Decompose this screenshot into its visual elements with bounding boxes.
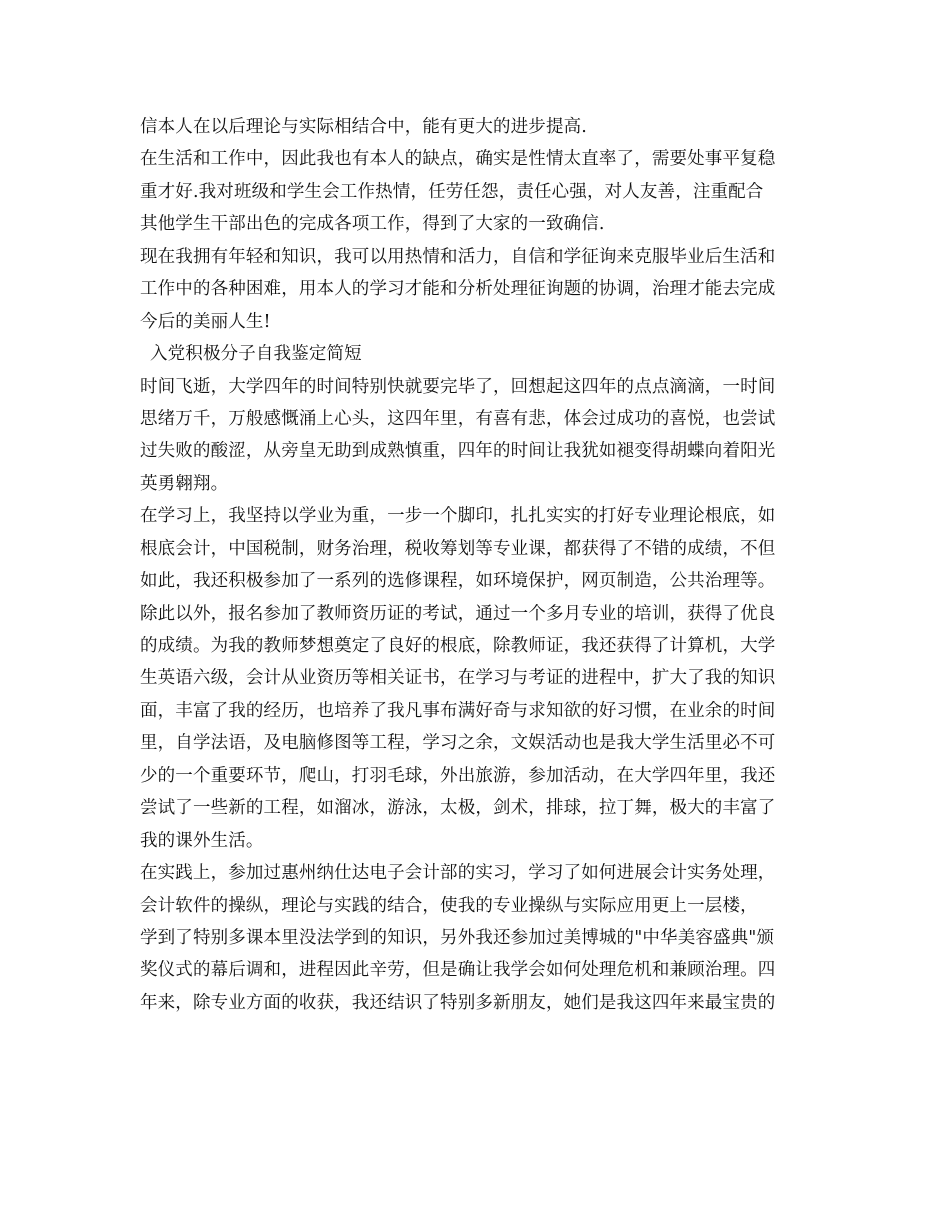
- text-line: 在学习上，我坚持以学业为重，一步一个脚印，扎扎实实的打好专业理论根底，如: [140, 506, 776, 527]
- text-line: 现在我拥有年轻和知识，我可以用热情和活力，自信和学征询来克服毕业后生活和: [140, 246, 776, 267]
- text-line: 学到了特别多课本里没法学到的知识，另外我还参加过美博城的"中华美容盛典"颁: [140, 927, 775, 948]
- section-heading: 入党积极分子自我鉴定简短: [150, 344, 362, 365]
- text-line: 思绪万千，万般感慨涌上心头，这四年里，有喜有悲，体会过成功的喜悦，也尝试: [140, 408, 776, 429]
- text-line: 时间飞逝，大学四年的时间特别快就要完毕了，回想起这四年的点点滴滴，一时间: [140, 376, 776, 397]
- text-line: 根底会计，中国税制，财务治理，税收筹划等专业课，都获得了不错的成绩，不但: [140, 538, 776, 559]
- text-line: 过失败的酸涩，从旁皇无助到成熟慎重，四年的时间让我犹如褪变得胡蝶向着阳光: [140, 441, 776, 462]
- text-line: 里，自学法语，及电脑修图等工程，学习之余，文娱活动也是我大学生活里必不可: [140, 733, 776, 754]
- text-line: 生英语六级，会计从业资历等相关证书，在学习与考证的进程中，扩大了我的知识: [140, 668, 776, 689]
- text-line: 面，丰富了我的经历，也培养了我凡事布满好奇与求知欲的好习惯，在业余的时间: [140, 700, 776, 721]
- text-line: 在生活和工作中，因此我也有本人的缺点，确实是性情太直率了，需要处事平复稳: [140, 149, 776, 170]
- text-line: 今后的美丽人生!: [140, 311, 271, 332]
- text-line: 其他学生干部出色的完成各项工作，得到了大家的一致确信.: [140, 214, 605, 235]
- text-line: 年来，除专业方面的收获，我还结识了特别多新朋友，她们是我这四年来最宝贵的: [140, 992, 776, 1013]
- text-line: 工作中的各种困难，用本人的学习才能和分析处理征询题的协调，治理才能去完成: [140, 279, 776, 300]
- text-line: 在实践上，参加过惠州纳仕达电子会计部的实习，学习了如何进展会计实务处理，: [140, 863, 776, 884]
- text-line: 除此以外，报名参加了教师资历证的考试，通过一个多月专业的培训，获得了优良: [140, 603, 776, 624]
- text-line: 的成绩。为我的教师梦想奠定了良好的根底，除教师证，我还获得了计算机，大学: [140, 636, 776, 656]
- text-line: 我的课外生活。: [140, 830, 264, 851]
- text-line: 信本人在以后理论与实际相结合中，能有更大的进步提高.: [140, 117, 587, 137]
- document-body: [140, 111, 820, 1019]
- text-line: 尝试了一些新的工程，如溜冰，游泳，太极，剑术，排球，拉丁舞，极大的丰富了: [140, 798, 776, 819]
- text-line: 英勇翱翔。: [140, 473, 229, 494]
- text-line: 少的一个重要环节，爬山，打羽毛球，外出旅游，参加活动，在大学四年里，我还: [140, 765, 776, 786]
- text-line: 会计软件的操纵，理论与实践的结合，使我的专业操纵与实际应用更上一层楼，: [140, 895, 758, 916]
- text-line: 如此，我还积极参加了一系列的选修课程，如环境保护，网页制造，公共治理等。: [140, 571, 776, 592]
- text-line: 重才好.我对班级和学生会工作热情，任劳任怨，责任心强，对人友善，注重配合: [140, 181, 764, 202]
- text-line: 奖仪式的幕后调和，进程因此辛劳，但是确让我学会如何处理危机和兼顾治理。四: [140, 960, 776, 981]
